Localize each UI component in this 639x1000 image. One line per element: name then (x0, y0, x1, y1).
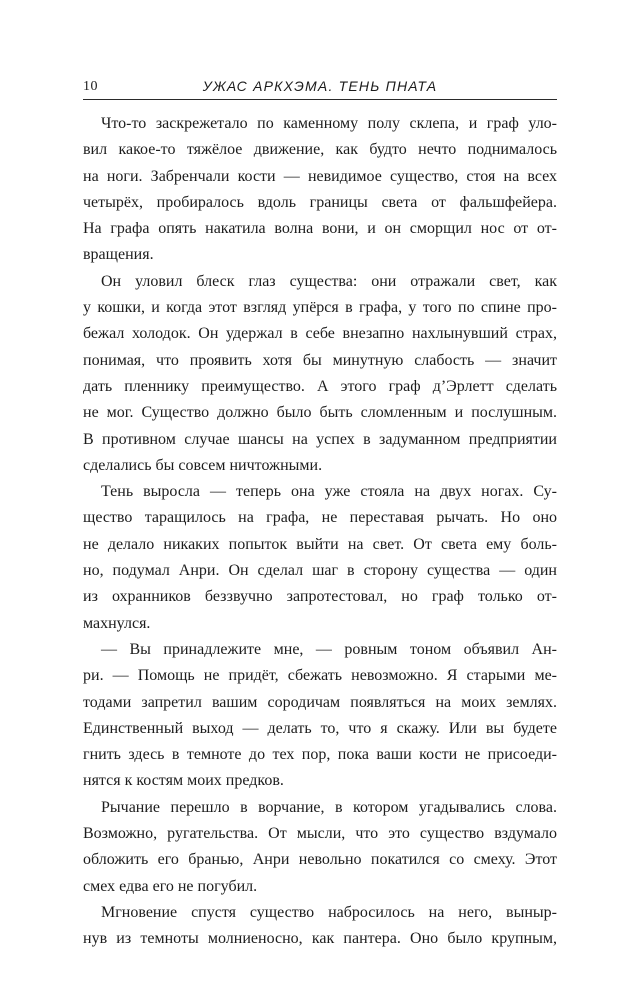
paragraph (83, 900, 557, 953)
text-line: не мог. Существо должно было быть сломленным и послушным. (83, 404, 557, 422)
text-line: ри. — Помощь не придёт, сбежать невозможно. Я старыми ме- (83, 667, 557, 685)
text-line: Он уловил блеск глаз существа: они отражали свет, как (101, 272, 557, 290)
text-line: бежал холодок. Он удержал в себе внезапно нахлынувший страх, (83, 325, 557, 343)
text-line: из охранников беззвучно запротестовал, но граф только от- (83, 588, 557, 606)
text-line: у кошки, и когда этот взгляд упёрся в графа, у того по спине про- (83, 299, 557, 317)
text-line: Возможно, ругательства. От мысли, что это существо вздумало (83, 825, 557, 843)
text-line: смех едва его не погубил. (83, 877, 258, 895)
text-line: понимая, что проявить хотя бы минутную слабость — значит (83, 351, 557, 369)
paragraph (83, 479, 557, 637)
text-line: вращения. (83, 246, 154, 264)
text-line: но, подумал Анри. Он сделал шаг в сторону существа — один (83, 562, 557, 580)
text-line: На графа опять накатила волна вони, и он сморщил нос от от- (83, 220, 557, 238)
running-title: УЖАС АРКХЭМА. ТЕНЬ ПНАТА (202, 78, 438, 94)
text-line: четырёх, пробиралось вдоль границы света от фальшфейера. (83, 193, 557, 211)
text-line: Мгновение спустя существо набросилось на него, выныр- (101, 903, 557, 921)
text-line: дать пленнику преимущество. А этого граф д’Эрлетт сделать (83, 377, 557, 395)
text-line: нув из темноты молниеносно, как пантера. Оно было крупным, (83, 930, 557, 948)
text-line: махнулся. (83, 614, 151, 632)
text-line: вил какое-то тяжёлое движение, как будто нечто поднималось (83, 141, 557, 159)
text-line: — Вы принадлежите мне, — ровным тоном объявил Ан- (101, 640, 557, 658)
text-line: на ноги. Забренчали кости — невидимое существо, стоя на всех (83, 167, 557, 185)
book-page (83, 77, 557, 953)
text-line: Единственный выход — делать то, что я скажу. Или вы будете (83, 719, 557, 737)
text-line: гнить здесь в темноте до тех пор, пока ваши кости не присоеди- (83, 746, 557, 764)
text-line: Что-то заскрежетало по каменному полу склепа, и граф уло- (101, 115, 557, 132)
text-line: сделались бы совсем ничтожными. (83, 456, 323, 474)
text-line: Рычание перешло в ворчание, в котором угадывались слова. (101, 798, 557, 816)
page-number: 10 (83, 79, 98, 94)
text-line: щество таращилось на графа, не переставая рычать. Но оно (83, 509, 557, 527)
paragraph (83, 795, 557, 900)
text-line: Тень выросла — теперь она уже стояла на двух ногах. Су- (101, 483, 557, 501)
text-line: обложить его бранью, Анри невольно покатился со смеху. Этот (83, 851, 557, 869)
body-text (83, 111, 557, 953)
text-line: тодами запретил вашим сородичам появляться на моих землях. (83, 693, 557, 711)
paragraph (83, 111, 557, 269)
paragraph (83, 269, 557, 479)
running-header (83, 77, 557, 100)
text-line: нятся к костям моих предков. (83, 772, 284, 790)
text-line: В противном случае шансы на успех в задуманном предприятии (83, 430, 557, 448)
paragraph (83, 637, 557, 795)
text-line: не делало никаких попыток выйти на свет. От света ему боль- (83, 535, 557, 553)
